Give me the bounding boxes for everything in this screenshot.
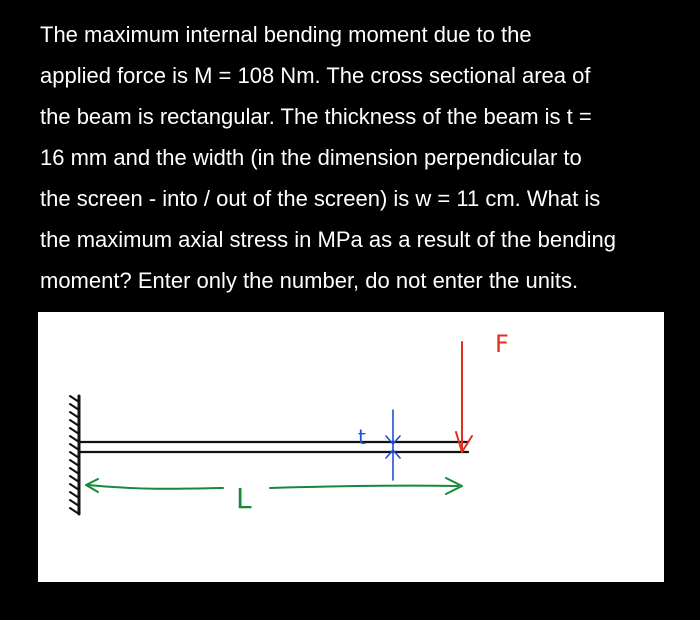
question-line: 16 mm and the width (in the dimension perpendicular to xyxy=(40,145,582,170)
question-line: the screen - into / out of the screen) is w = 11 cm. What is xyxy=(40,186,601,211)
question-line: applied force is M = 108 Nm. The cross sectional area of xyxy=(40,63,591,88)
question-line: the maximum axial stress in MPa as a result of the bending xyxy=(40,227,616,252)
thickness-marker xyxy=(386,410,400,480)
question-line: moment? Enter only the number, do not enter the units. xyxy=(40,268,579,293)
beam xyxy=(79,442,468,452)
length-label: L xyxy=(236,482,252,515)
length-line-left xyxy=(88,485,223,489)
length-line-right xyxy=(270,486,458,488)
length-dimension xyxy=(86,478,462,494)
thickness-label: t xyxy=(358,425,366,449)
question-text xyxy=(40,14,680,301)
force-label: F xyxy=(495,330,509,358)
beam-diagram xyxy=(38,312,664,582)
question-line: The maximum internal bending moment due to the xyxy=(40,22,532,47)
force-arrow xyxy=(456,342,472,452)
beam-diagram-svg xyxy=(38,312,664,582)
fixed-support xyxy=(70,396,79,514)
question-line: the beam is rectangular. The thickness of the beam is t = xyxy=(40,104,592,129)
